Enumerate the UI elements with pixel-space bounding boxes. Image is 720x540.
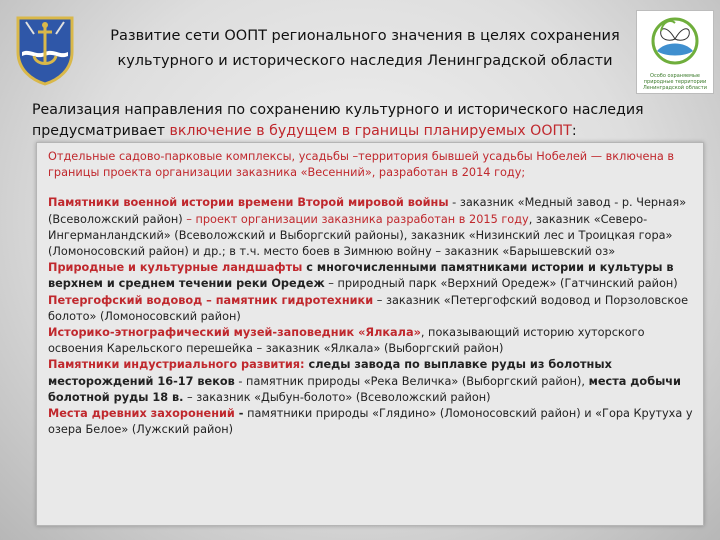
subheading-text: Реализация направления по сохранению культурного и исторического наследия предусматривает xyxy=(32,102,644,139)
subheading-end: : xyxy=(571,123,577,139)
subheading-highlight: включение в будущем в границы планируемых ООПТ xyxy=(169,123,572,139)
coat-of-arms-logo xyxy=(14,12,76,86)
content-list xyxy=(48,149,698,438)
list-item: Места древних захоронений - памятники природы «Глядино» (Ломоносовский район) и «Гора Крутуха у озера Белое» (Лужский район) xyxy=(48,407,693,437)
page-title xyxy=(95,24,635,74)
title-line-2: культурного и исторического наследия Ленинградской области xyxy=(117,53,613,69)
list-item: Памятники индустриального развития: следы завода по выплавке руды из болотных месторождений 16-17 веков - памятник природы «Река Величка» (Выборгский район), места добычи болотной руды 18 в. – заказник «Дыбун-болото» (Всеволожский район) xyxy=(48,358,681,404)
subheading xyxy=(32,100,702,142)
list-item: Историко-этнографический музей-заповедник «Ялкала», показывающий историю хуторского освоения Карельского перешейка – заказник «Ялкала» (Выборгский район) xyxy=(48,326,645,356)
protected-areas-logo xyxy=(636,10,714,94)
list-item: Петергофский водовод – памятник гидротехники – заказник «Петергофский водовод и Порзоловское болото» (Ломоносовский район) xyxy=(48,293,689,323)
list-item: Природные и культурные ландшафты с многочисленными памятниками истории и культуры в верхнем и среднем течении реки Оредеж – природный парк «Верхний Оредеж» (Гатчинский район) xyxy=(48,261,678,291)
title-line-1: Развитие сети ООПТ регионального значения в целях сохранения xyxy=(110,28,620,44)
list-item: Отдельные садово-парковые комплексы, усадьбы –территория бывшей усадьбы Нобелей — включена в границы проекта организации заказника «Весенний», разработан в 2014 году; xyxy=(48,150,675,180)
list-item: Памятники военной истории времени Второй мировой войны - заказник «Медный завод - р. Черная» (Всеволожский район) – проект организации заказника разработан в 2015 году, заказник «Северо-Ингерманландский» (Всеволожский и Выборгский районы), заказник «Низинский лес и Троицкая гора» (Ломоносовский район) и др.; в т.ч. место боев в Зимнюю войну – заказник «Барышевский оз» xyxy=(48,196,687,259)
eco-logo-text: Особо охраняемые природные территории Ленинградской области xyxy=(643,73,707,91)
